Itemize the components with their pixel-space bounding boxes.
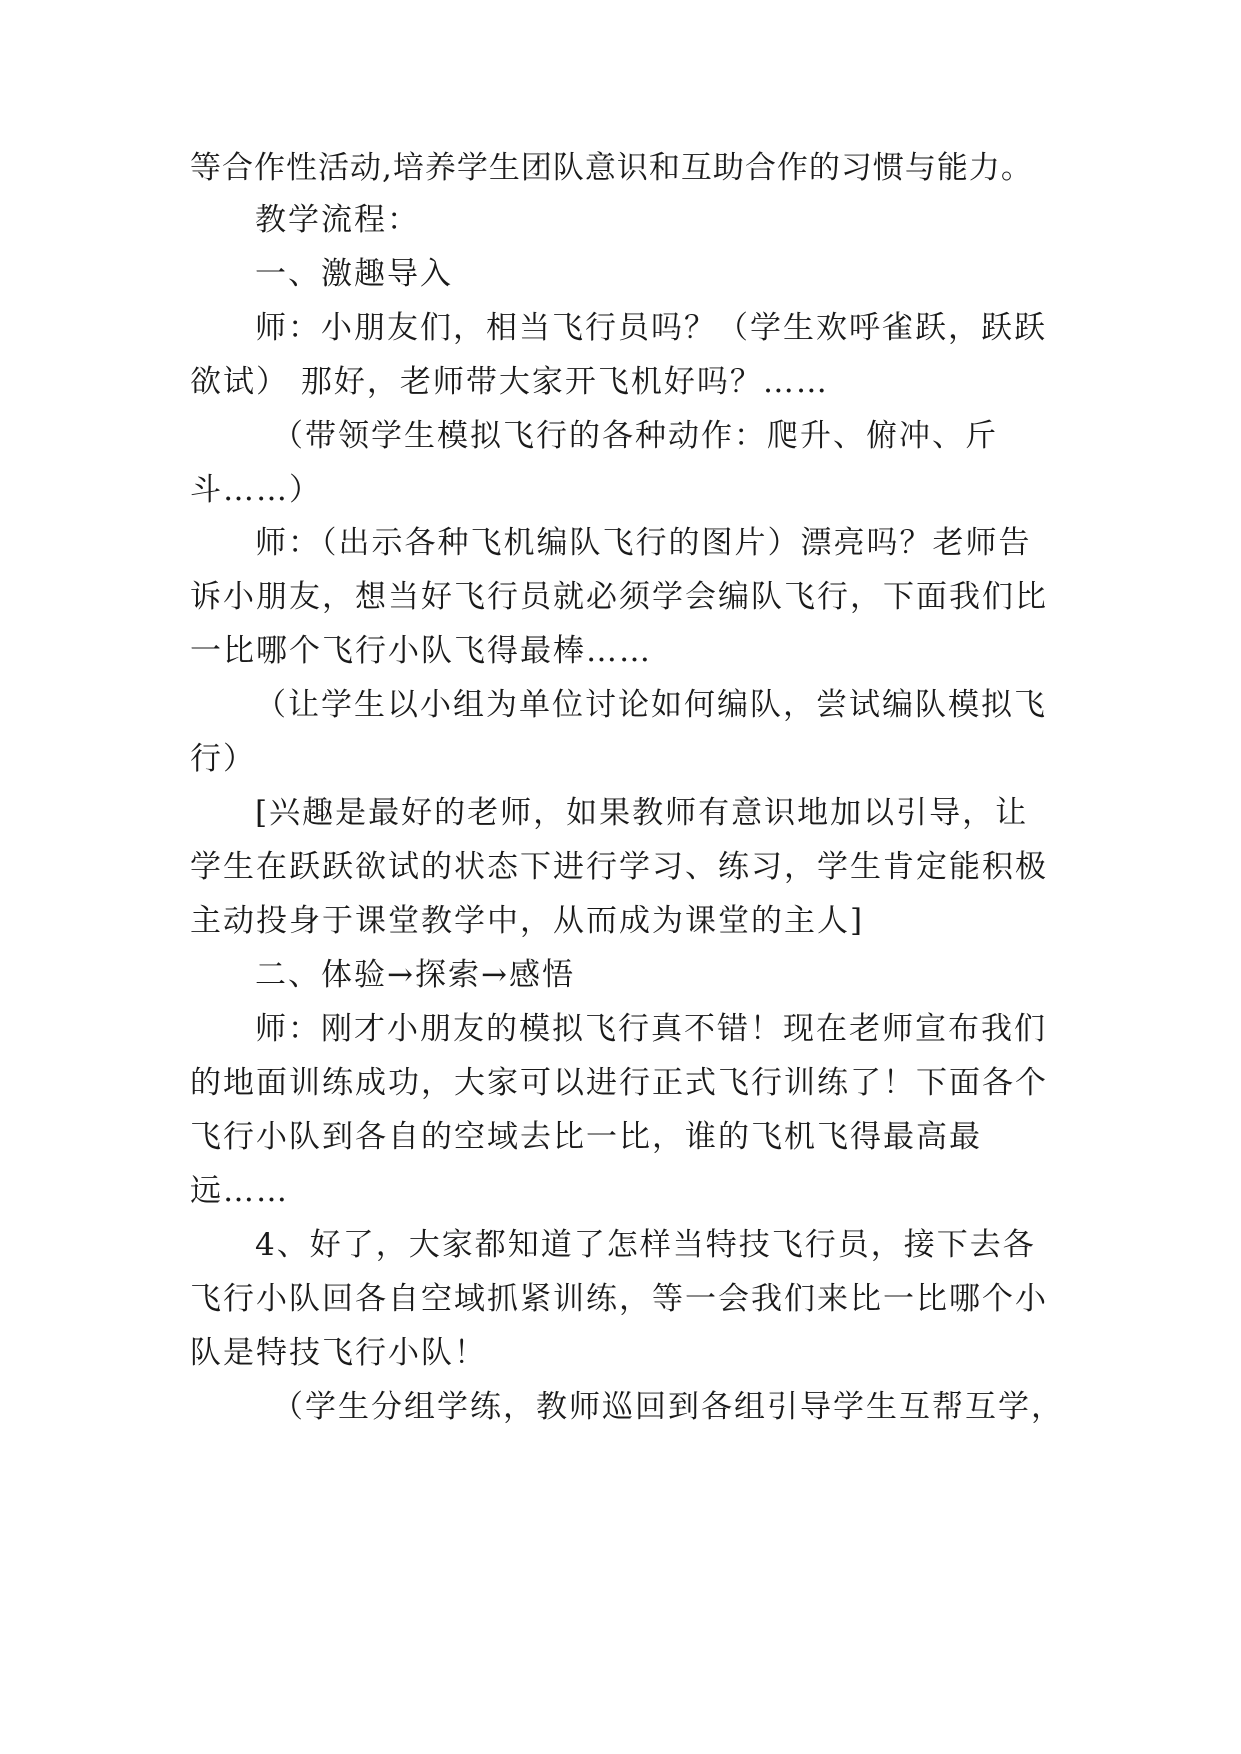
- paragraph-line: 斗……）: [190, 472, 322, 508]
- paragraph-line: 欲试） 那好，老师带大家开飞机好吗？……: [190, 364, 829, 400]
- paragraph-line: 主动投身于课堂教学中，从而成为课堂的主人]: [190, 903, 865, 939]
- paragraph-line: 远……: [190, 1173, 289, 1209]
- paragraph-line: 一比哪个飞行小队飞得最棒……: [190, 633, 652, 669]
- paragraph-line: [兴趣是最好的老师，如果教师有意识地加以引导，让: [255, 795, 1029, 831]
- paragraph-line: 师：小朋友们，相当飞行员吗？（学生欢呼雀跃，跃跃: [255, 310, 1047, 346]
- paragraph-line: 学生在跃跃欲试的状态下进行学习、练习，学生肯定能积极: [190, 849, 1048, 885]
- section-heading: 一、激趣导入: [255, 256, 453, 292]
- section-heading: 二、体验→探索→感悟: [255, 957, 575, 993]
- paragraph-line: 队是特技飞行小队！: [190, 1335, 487, 1371]
- paragraph-line: 飞行小队到各自的空域去比一比，谁的飞机飞得最高最: [190, 1119, 982, 1155]
- section-heading: 教学流程：: [255, 202, 420, 238]
- paragraph-line: 等合作性活动,培养学生团队意识和互助合作的习惯与能力。: [190, 150, 1033, 186]
- paragraph-line: （学生分组学练，教师巡回到各组引导学生互帮互学，: [272, 1389, 1064, 1425]
- paragraph-line: 诉小朋友，想当好飞行员就必须学会编队飞行，下面我们比: [190, 579, 1048, 615]
- paragraph-line: 师：（出示各种飞机编队飞行的图片）漂亮吗？老师告: [255, 525, 1032, 561]
- paragraph-line: 师：刚才小朋友的模拟飞行真不错！现在老师宣布我们: [255, 1011, 1047, 1047]
- paragraph-line: 飞行小队回各自空域抓紧训练，等一会我们来比一比哪个小: [190, 1281, 1048, 1317]
- paragraph-line: 的地面训练成功，大家可以进行正式飞行训练了！下面各个: [190, 1065, 1048, 1101]
- paragraph-line: 行）: [190, 741, 256, 777]
- paragraph-line: （带领学生模拟飞行的各种动作：爬升、俯冲、斤: [272, 418, 998, 454]
- paragraph-line: （让学生以小组为单位讨论如何编队，尝试编队模拟飞: [255, 687, 1047, 723]
- paragraph-line: 4、好了，大家都知道了怎样当特技飞行员，接下去各: [255, 1227, 1036, 1263]
